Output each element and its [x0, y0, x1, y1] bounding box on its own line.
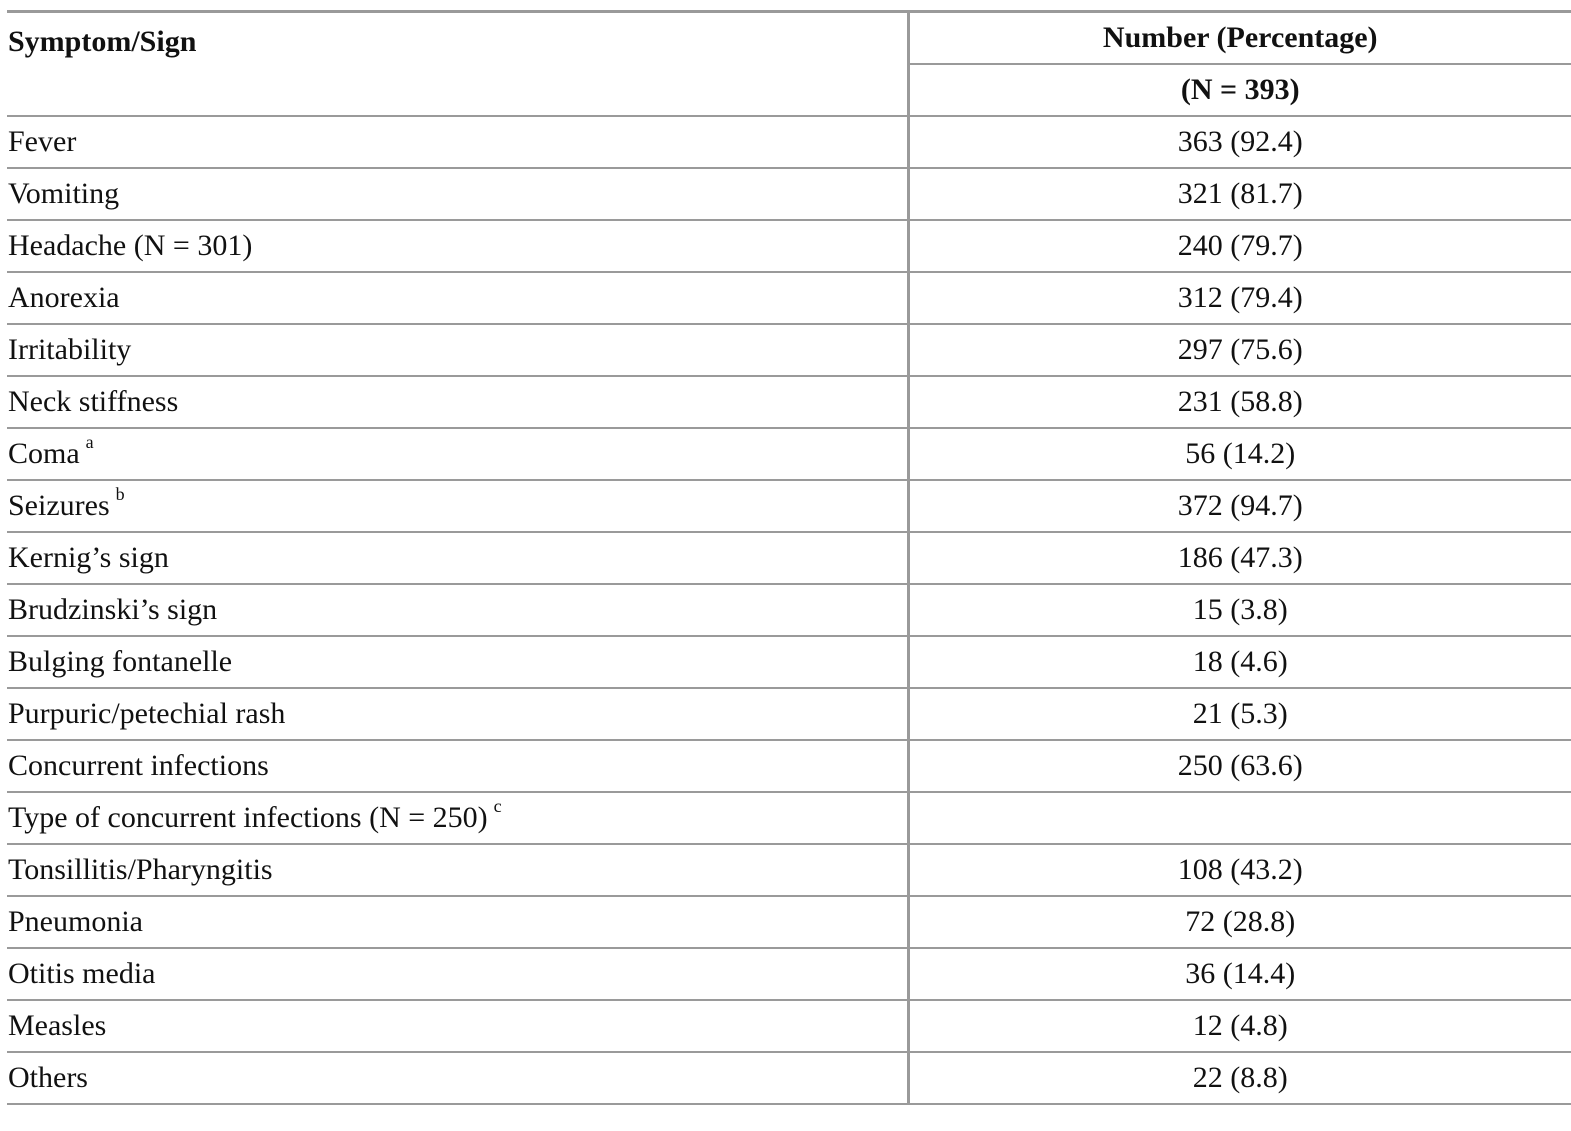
symptom-cell [7, 948, 908, 1000]
table-row [7, 428, 1571, 480]
symptom-cell [7, 896, 908, 948]
symptom-cell [7, 220, 908, 272]
symptom-label: Coma [8, 437, 80, 470]
value-cell: 108 (43.2) [908, 844, 1571, 896]
value-cell: 372 (94.7) [908, 480, 1571, 532]
footnote-marker: b [115, 484, 125, 504]
table-row [7, 220, 1571, 272]
column-header-n: (N = 393) [908, 64, 1571, 116]
value-cell: 321 (81.7) [908, 168, 1571, 220]
table-row [7, 948, 1571, 1000]
symptom-label: Type of concurrent infections (N = 250) [8, 801, 488, 834]
table-row [7, 896, 1571, 948]
symptom-label: Brudzinski’s sign [8, 593, 218, 626]
value-cell: 240 (79.7) [908, 220, 1571, 272]
table-row [7, 740, 1571, 792]
table-row [7, 480, 1571, 532]
table-row [7, 1052, 1571, 1104]
value-cell: 22 (8.8) [908, 1052, 1571, 1104]
table-row [7, 376, 1571, 428]
footnote-marker: a [85, 432, 94, 452]
symptom-cell [7, 1000, 908, 1052]
symptom-cell [7, 480, 908, 532]
table-row [7, 844, 1571, 896]
table-row [7, 116, 1571, 168]
header-row [7, 12, 1571, 65]
symptom-label: Kernig’s sign [8, 541, 169, 574]
symptom-label: Neck stiffness [8, 385, 179, 418]
symptom-label: Pneumonia [8, 905, 143, 938]
table-row [7, 688, 1571, 740]
symptom-label: Headache (N = 301) [8, 229, 253, 262]
symptom-label: Tonsillitis/Pharyngitis [8, 853, 273, 886]
value-cell: 12 (4.8) [908, 1000, 1571, 1052]
value-cell: 72 (28.8) [908, 896, 1571, 948]
table-row [7, 1000, 1571, 1052]
symptom-cell [7, 740, 908, 792]
symptom-label: Irritability [8, 333, 132, 366]
table-row [7, 532, 1571, 584]
symptom-label: Anorexia [8, 281, 120, 314]
symptom-cell [7, 324, 908, 376]
value-cell [908, 792, 1571, 844]
symptom-label: Bulging fontanelle [8, 645, 233, 678]
value-cell: 56 (14.2) [908, 428, 1571, 480]
value-cell: 21 (5.3) [908, 688, 1571, 740]
table-row [7, 636, 1571, 688]
symptom-label: Measles [8, 1009, 107, 1042]
symptom-label: Seizures [8, 489, 110, 522]
footnote-marker: c [493, 796, 502, 816]
table-row [7, 792, 1571, 844]
symptom-cell [7, 688, 908, 740]
symptom-cell [7, 116, 908, 168]
value-cell: 312 (79.4) [908, 272, 1571, 324]
symptom-cell [7, 376, 908, 428]
symptom-cell [7, 792, 908, 844]
symptom-label: Others [8, 1061, 88, 1094]
symptom-label: Fever [8, 125, 77, 158]
symptom-table [7, 10, 1571, 1105]
symptom-cell [7, 168, 908, 220]
symptom-label: Purpuric/petechial rash [8, 697, 286, 730]
value-cell: 186 (47.3) [908, 532, 1571, 584]
value-cell: 297 (75.6) [908, 324, 1571, 376]
symptom-label: Concurrent infections [8, 749, 269, 782]
value-cell: 36 (14.4) [908, 948, 1571, 1000]
symptom-cell [7, 532, 908, 584]
table-row [7, 584, 1571, 636]
value-cell: 15 (3.8) [908, 584, 1571, 636]
value-cell: 363 (92.4) [908, 116, 1571, 168]
table-row [7, 272, 1571, 324]
column-header-symptom: Symptom/Sign [7, 12, 908, 117]
table-row [7, 324, 1571, 376]
table-body [7, 116, 1571, 1104]
symptom-cell [7, 272, 908, 324]
symptom-cell [7, 636, 908, 688]
table-row [7, 168, 1571, 220]
symptom-cell [7, 1052, 908, 1104]
column-header-number: Number (Percentage) [908, 12, 1571, 65]
symptom-cell [7, 584, 908, 636]
symptom-table-container [7, 10, 1571, 1105]
symptom-cell [7, 428, 908, 480]
value-cell: 231 (58.8) [908, 376, 1571, 428]
symptom-label: Vomiting [8, 177, 120, 210]
value-cell: 250 (63.6) [908, 740, 1571, 792]
symptom-label: Otitis media [8, 957, 156, 990]
symptom-cell [7, 844, 908, 896]
value-cell: 18 (4.6) [908, 636, 1571, 688]
